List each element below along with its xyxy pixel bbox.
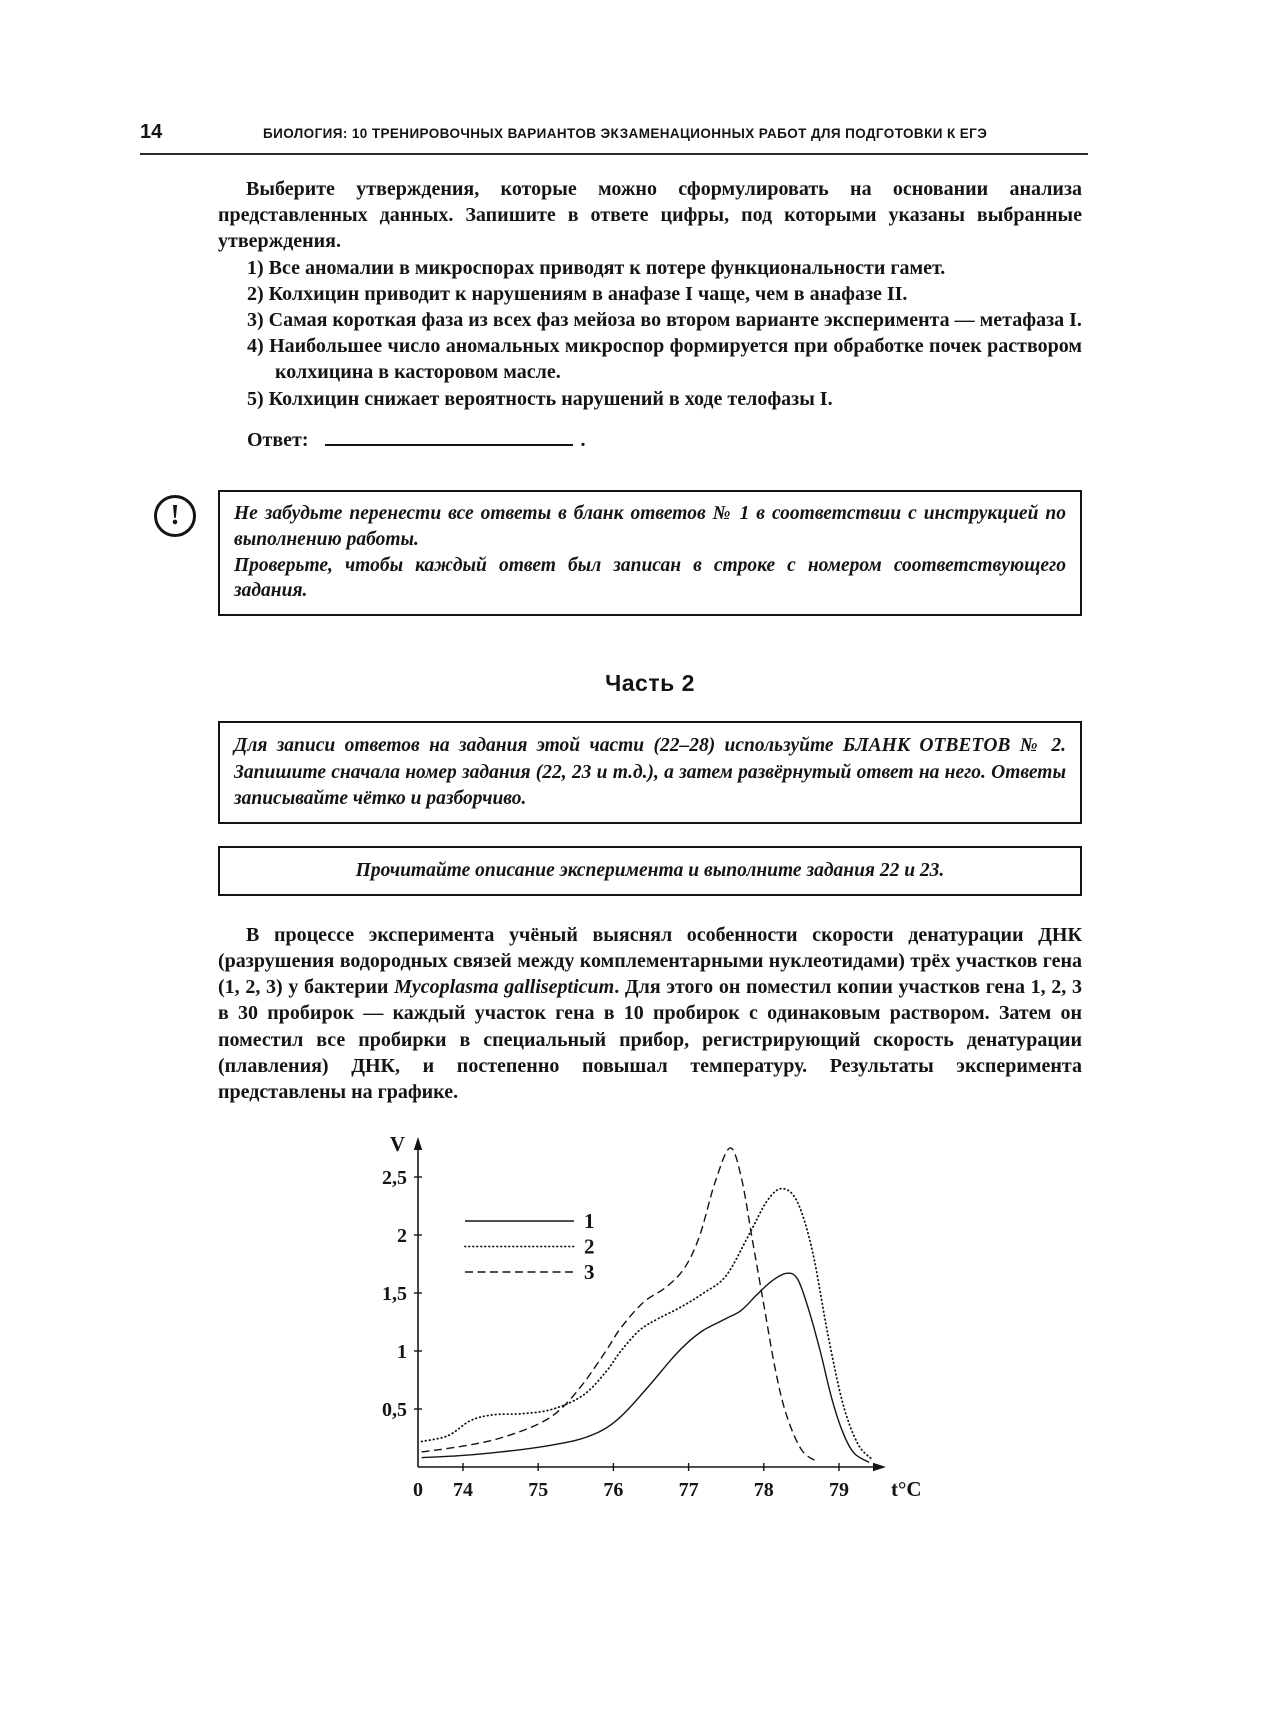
notice-section	[170, 490, 1082, 617]
page-number: 14	[140, 121, 163, 143]
options-list	[218, 255, 1082, 412]
option-number: 3)	[247, 308, 264, 331]
list-item	[218, 333, 1082, 385]
svg-text:2: 2	[397, 1225, 407, 1248]
option-text: Колхицин приводит к нарушениям в анафазе I чаще, чем в анафазе II.	[268, 282, 908, 305]
option-text: Колхицин снижает вероятность нарушений в ходе телофазы I.	[268, 387, 833, 410]
part2-instructions-box: Для записи ответов на задания этой части (22–28) используйте БЛАНК ОТВЕТОВ № 2. Запишите сначала номер задания (22, 23 и т.д.), а затем развёрнутый ответ на него. Ответы записывайте чётко и разборчиво.	[218, 721, 1082, 823]
svg-text:77: 77	[678, 1479, 699, 1502]
svg-text:V: V	[389, 1132, 405, 1157]
option-text: Самая короткая фаза из всех фаз мейоза во втором варианте эксперимента — метафаза I.	[268, 308, 1082, 331]
svg-text:2: 2	[584, 1234, 595, 1259]
list-item	[218, 307, 1082, 333]
notice-line-2: Проверьте, чтобы каждый ответ был записан в строке с номером соответствующего задания.	[234, 554, 1066, 602]
part2-heading: Часть 2	[605, 670, 695, 697]
answer-row	[247, 425, 1082, 452]
option-text: Наибольшее число аномальных микроспор формируется при обработке почек раствором колхицина в касторовом масле.	[269, 335, 1082, 384]
exclamation-icon	[154, 495, 196, 537]
svg-text:0: 0	[413, 1479, 423, 1502]
svg-text:1: 1	[397, 1341, 407, 1364]
option-number: 1)	[247, 256, 264, 279]
read-experiment-box: Прочитайте описание эксперимента и выполните задания 22 и 23.	[218, 846, 1082, 896]
svg-text:74: 74	[453, 1479, 473, 1502]
svg-text:1,5: 1,5	[382, 1283, 407, 1306]
chart-container	[378, 1127, 1082, 1514]
svg-text:78: 78	[753, 1479, 774, 1502]
experiment-text-2: . Для этого он поместил копии участков гена 1, 2, 3 в 30 пробирок — каждый участок гена в 10 пробирок с одинаковым раствором. Затем он поместил все пробирки в специальный прибор, регистрирующий скорость денатурации (плавления) ДНК, и постепенно повышал температуру. Результаты эксперимента представлены на графике.	[218, 976, 1082, 1103]
species-name: Mycoplasma gallisepticum	[394, 976, 615, 999]
exclamation-glyph: !	[170, 499, 180, 531]
svg-text:76: 76	[603, 1479, 624, 1502]
notice-box	[218, 490, 1082, 617]
svg-text:0,5: 0,5	[382, 1399, 407, 1422]
option-text: Все аномалии в микроспорах приводят к потере функциональности гамет.	[268, 256, 946, 279]
option-number: 5)	[247, 387, 264, 410]
notice-line-1: Не забудьте перенести все ответы в бланк ответов № 1 в соответствии с инструкцией по выполнению работы.	[234, 502, 1066, 550]
list-item	[218, 386, 1082, 412]
svg-text:3: 3	[584, 1260, 595, 1285]
answer-blank-line	[325, 425, 573, 446]
answer-period: .	[580, 428, 586, 451]
svg-text:75: 75	[528, 1479, 549, 1502]
experiment-description	[218, 922, 1082, 1105]
list-item	[218, 255, 1082, 281]
list-item	[218, 281, 1082, 307]
answer-label: Ответ:	[247, 428, 309, 451]
option-number: 2)	[247, 282, 264, 305]
svg-text:t°C: t°C	[891, 1477, 922, 1502]
dna-denaturation-chart	[378, 1127, 938, 1509]
page-header	[140, 121, 1088, 155]
task-intro: Выберите утверждения, которые можно сформулировать на основании анализа представленных данных. Запишите в ответе цифры, под которыми указаны выбранные утверждения.	[218, 178, 1082, 253]
svg-text:79: 79	[829, 1479, 849, 1502]
svg-text:2,5: 2,5	[382, 1167, 407, 1190]
experiment-text-1: В процессе эксперимента учёный выяснял особенности скорости денатурации ДНК (разрушения водородных связей между комплементарными нуклеотидами) трёх участков гена (1, 2, 3) у бактерии	[218, 923, 1082, 999]
option-number: 4)	[247, 335, 264, 358]
page-content	[170, 176, 1082, 1514]
running-title: БИОЛОГИЯ: 10 ТРЕНИРОВОЧНЫХ ВАРИАНТОВ ЭКЗАМЕНАЦИОННЫХ РАБОТ ДЛЯ ПОДГОТОВКИ К ЕГЭ	[263, 126, 988, 141]
svg-text:1: 1	[584, 1209, 595, 1234]
